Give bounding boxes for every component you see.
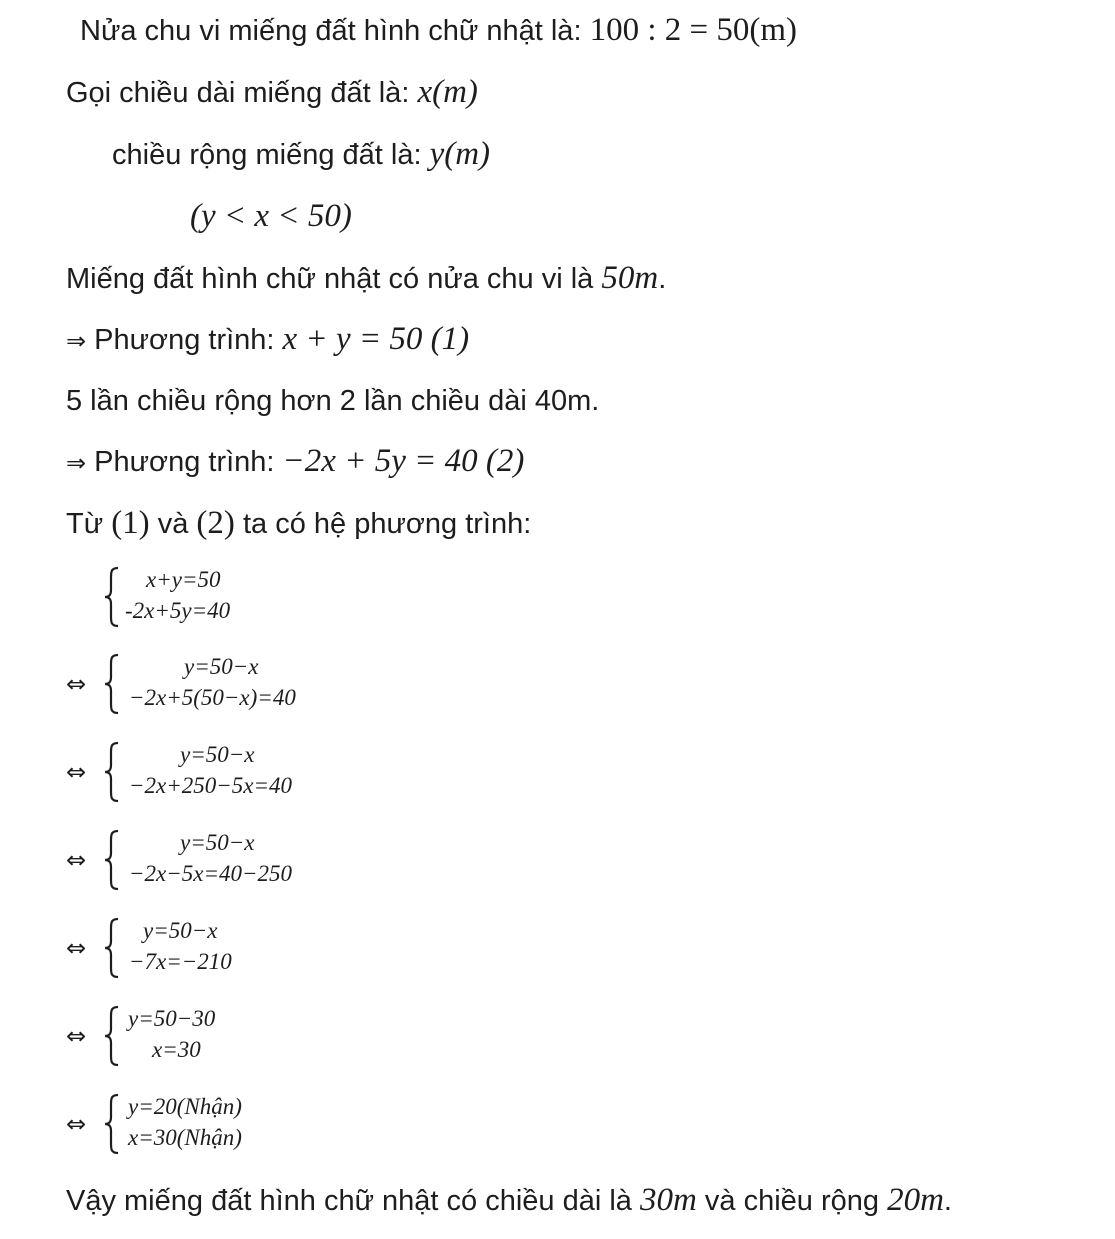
- conclusion-line: [66, 1182, 952, 1219]
- system-intro-text-c: ta có hệ phương trình:: [234, 508, 532, 540]
- system-4-row-2: −2x−5x=40−250: [129, 861, 292, 886]
- left-brace-icon: [102, 566, 122, 628]
- left-brace-icon: [102, 741, 122, 803]
- perimeter-statement-line: [66, 260, 666, 297]
- left-brace-icon: [102, 653, 122, 715]
- system-2-row-2: −2x+5(50−x)=40: [129, 685, 296, 710]
- system-2-row-1: y=50−x: [184, 654, 259, 679]
- equation-two-line: [66, 443, 524, 481]
- equation-two-text: Phương trình:: [86, 446, 283, 478]
- system-6-row-1: y=50−30: [128, 1006, 216, 1031]
- width-length-relation-line: [66, 383, 599, 419]
- half-perimeter-math: 100 : 2 = 50(m): [589, 12, 797, 48]
- conclusion-period: .: [943, 1185, 952, 1217]
- left-brace-icon: [102, 1005, 122, 1067]
- equivalence-arrow-icon: ⇔: [66, 758, 87, 786]
- system-intro-text-a: Từ: [66, 508, 112, 540]
- conclusion-text: Vậy miếng đất hình chữ nhật có chiều dài là: [66, 1185, 640, 1217]
- perimeter-statement-math: 50m: [601, 260, 659, 296]
- conclusion-mid: và chiều rộng: [696, 1185, 888, 1217]
- equivalence-arrow-icon: ⇔: [66, 846, 87, 874]
- condition-line: [190, 198, 352, 235]
- conclusion-width: 20m: [887, 1182, 944, 1218]
- equation-one-math: x + y = 50 (1): [282, 321, 470, 357]
- system-intro-ref-1: (1): [111, 505, 150, 541]
- system-intro-line: [66, 505, 531, 542]
- left-brace-icon: [102, 917, 122, 979]
- system-6-row-2: x=30: [152, 1037, 201, 1062]
- equivalence-arrow-icon: ⇔: [66, 934, 87, 962]
- width-variable-text: chiều rộng miếng đất là:: [112, 139, 430, 171]
- length-variable-text: Gọi chiều dài miếng đất là:: [66, 77, 418, 109]
- length-variable-line: [66, 74, 478, 111]
- system-3-row-1: y=50−x: [180, 742, 255, 767]
- width-length-relation-text: 5 lần chiều rộng hơn 2 lần chiều dài 40m.: [66, 385, 600, 417]
- system-intro-ref-2: (2): [196, 505, 235, 541]
- width-variable-math: y(m): [429, 136, 491, 172]
- equation-one-text: Phương trình:: [86, 324, 283, 356]
- equation-two-math: −2x + 5y = 40 (2): [282, 443, 525, 479]
- conclusion-length: 30m: [640, 1182, 697, 1218]
- length-variable-math: x(m): [417, 74, 478, 110]
- system-5-row-2: −7x=−210: [129, 949, 232, 974]
- system-intro-text-b: và: [149, 508, 197, 540]
- condition-math: (y < x < 50): [190, 198, 352, 234]
- equivalence-arrow-icon: ⇔: [66, 1110, 87, 1138]
- system-7-row-1: y=20(Nhận): [128, 1094, 242, 1119]
- equivalence-arrow-icon: ⇔: [66, 1022, 87, 1050]
- implies-arrow-icon: ⇒: [66, 327, 87, 355]
- system-1-row-1: x+y=50: [146, 567, 221, 592]
- system-7-row-2: x=30(Nhận): [128, 1125, 242, 1150]
- equivalence-arrow-icon: ⇔: [66, 670, 87, 698]
- system-4-row-1: y=50−x: [180, 830, 255, 855]
- half-perimeter-line: [80, 12, 797, 49]
- equation-one-line: [66, 321, 469, 359]
- perimeter-statement-text: Miếng đất hình chữ nhật có nửa chu vi là: [66, 263, 602, 295]
- left-brace-icon: [102, 1093, 122, 1155]
- system-3-row-2: −2x+250−5x=40: [129, 773, 292, 798]
- width-variable-line: [112, 136, 490, 173]
- perimeter-statement-period: .: [658, 263, 667, 295]
- system-5-row-1: y=50−x: [143, 918, 218, 943]
- half-perimeter-text: Nửa chu vi miếng đất hình chữ nhật là:: [80, 15, 590, 47]
- system-1-row-2: -2x+5y=40: [125, 598, 231, 623]
- left-brace-icon: [102, 829, 122, 891]
- implies-arrow-icon: ⇒: [66, 449, 87, 477]
